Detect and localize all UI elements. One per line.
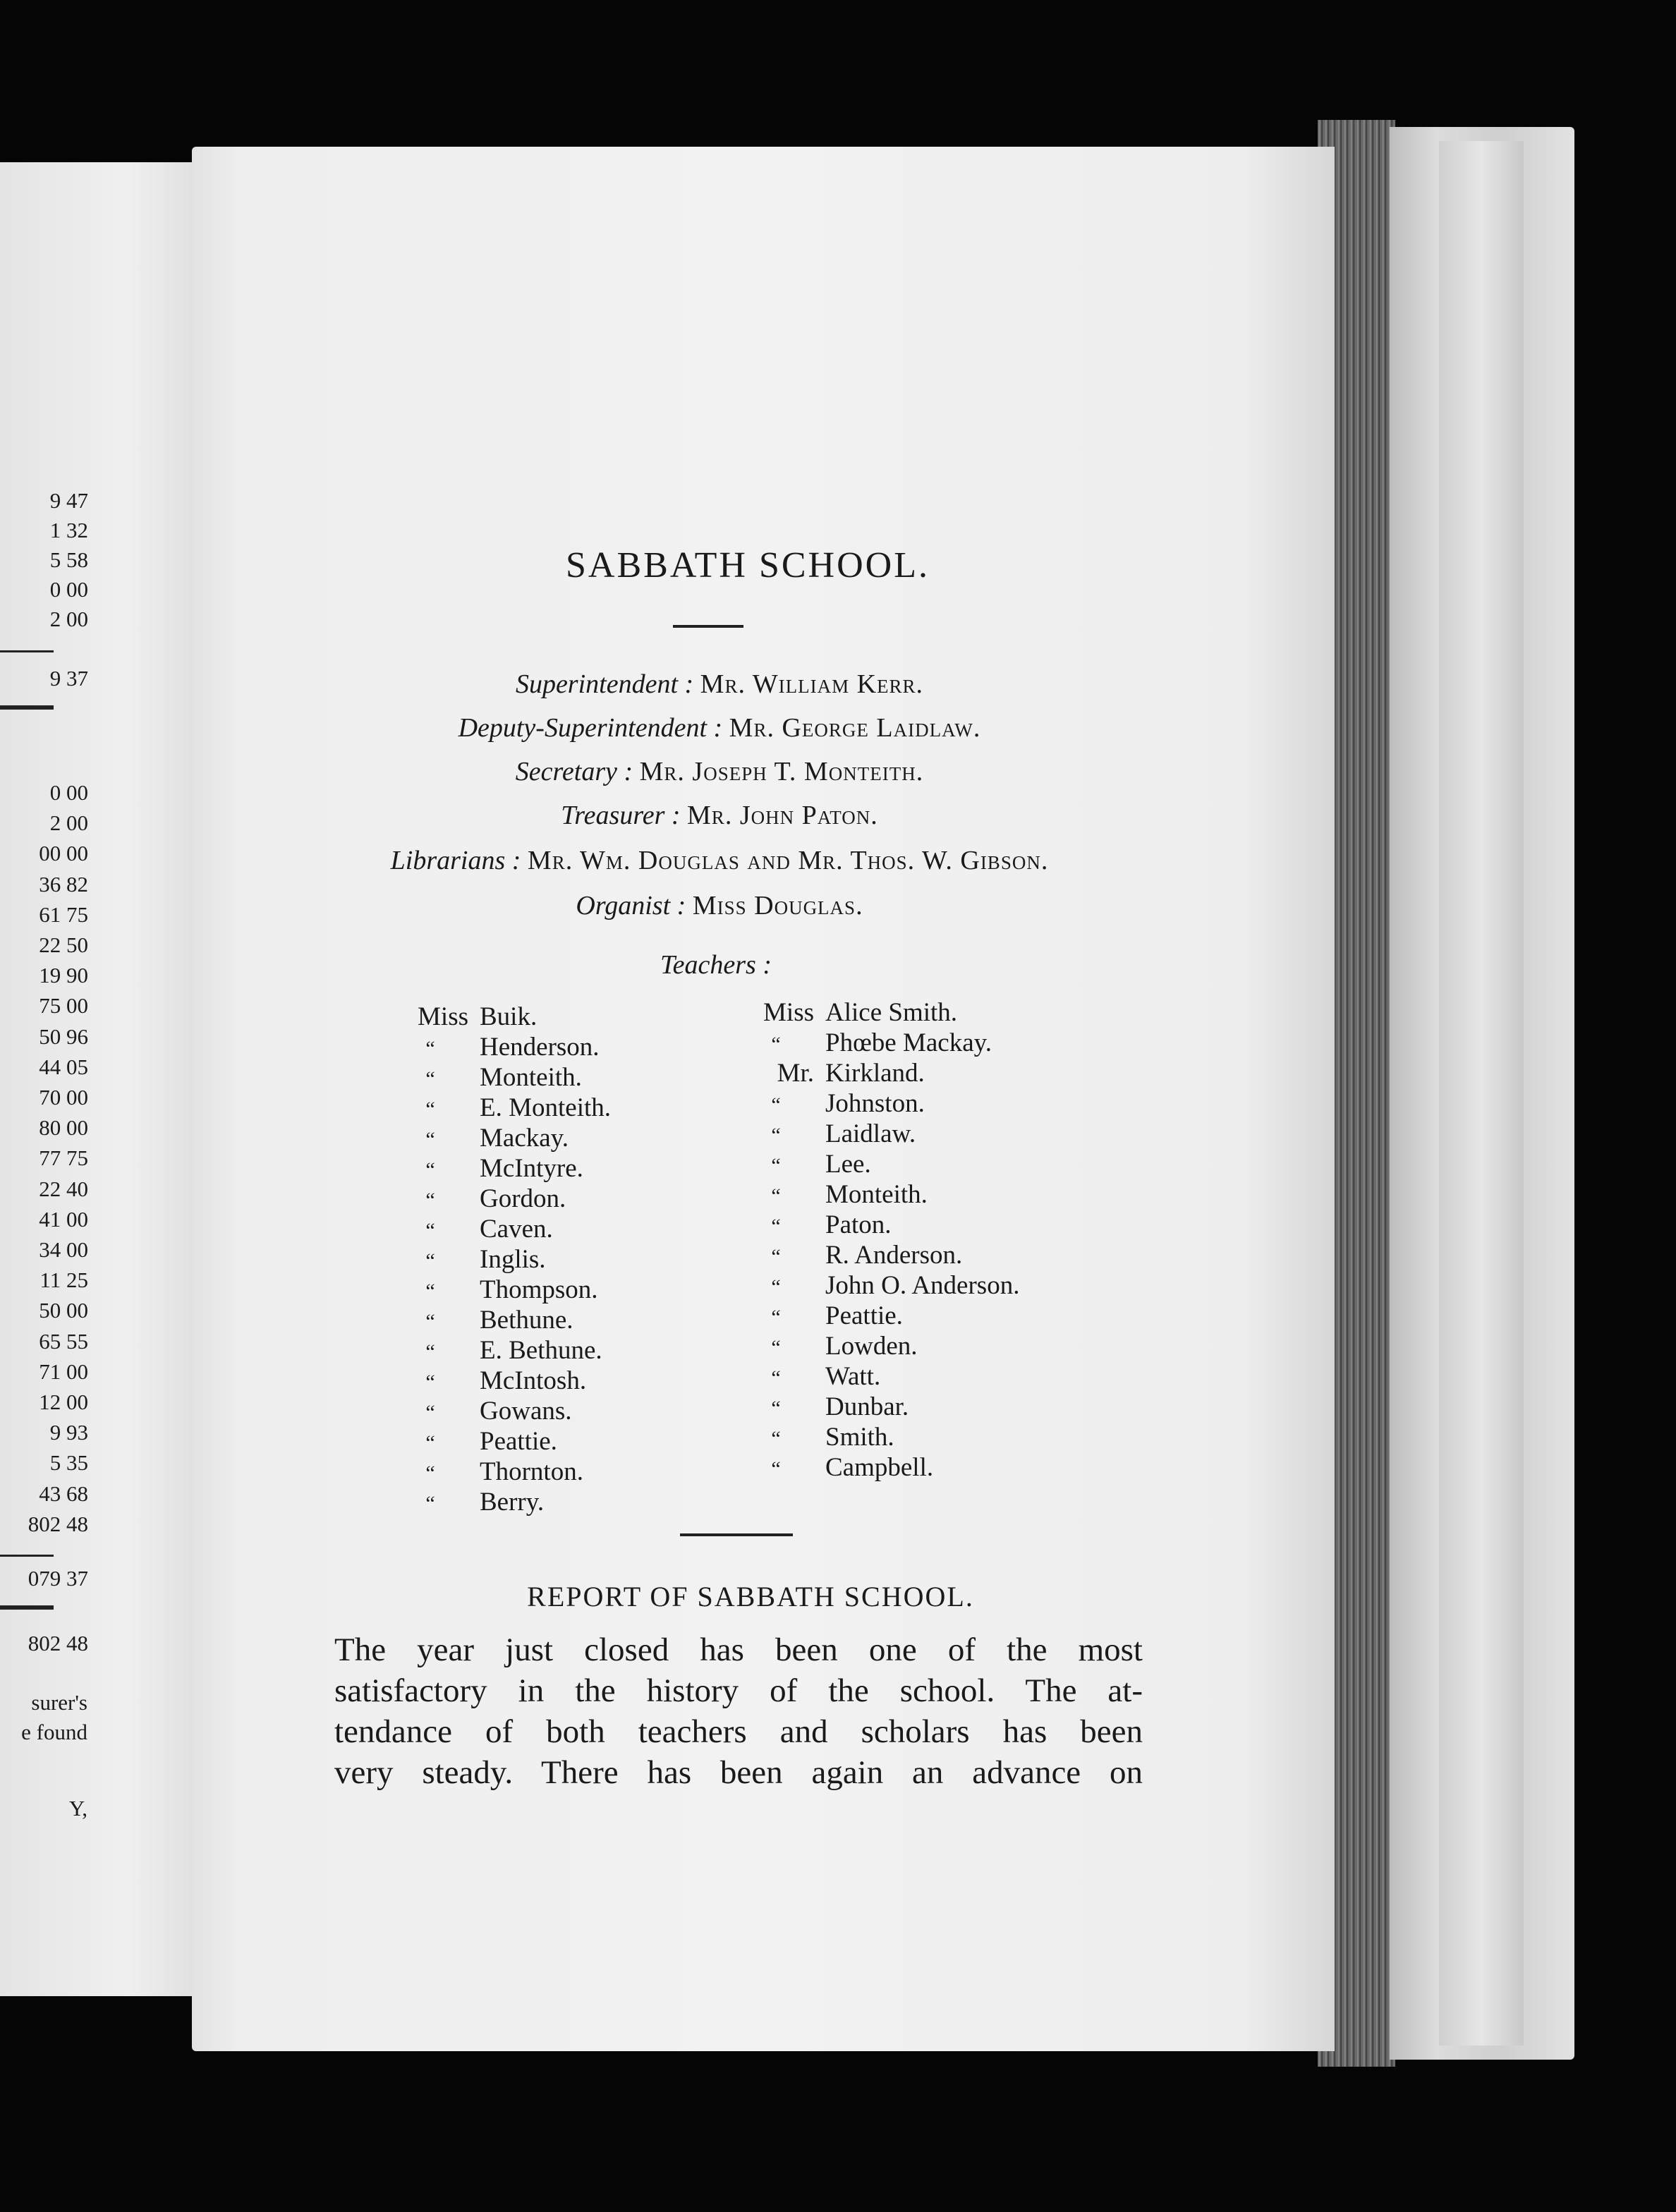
teachers-heading: Teachers : xyxy=(660,950,772,980)
teacher-name: McIntosh. xyxy=(480,1366,587,1395)
officer-name: Mr. Joseph T. Monteith. xyxy=(639,757,924,786)
ledger-amount: 22 50 xyxy=(39,932,88,957)
officer-row xyxy=(0,890,1439,921)
teacher-name: Peattie. xyxy=(825,1301,903,1330)
ledger-amount: 12 00 xyxy=(39,1390,88,1414)
teacher-name: Buik. xyxy=(480,1002,538,1031)
ditto-mark: “ xyxy=(425,1219,435,1242)
ditto-mark: “ xyxy=(425,1249,435,1272)
teacher-name: Henderson. xyxy=(480,1033,600,1062)
ledger-amount: 5 35 xyxy=(49,1450,88,1476)
officer-name: Miss Douglas. xyxy=(692,891,863,920)
teacher-name: Caven. xyxy=(480,1215,553,1244)
officer-role: Deputy-Superintendent : xyxy=(458,713,723,743)
teacher-name: Dunbar. xyxy=(825,1392,909,1421)
ditto-mark: “ xyxy=(425,1280,435,1303)
teacher-row xyxy=(392,1153,583,1184)
ledger-rule xyxy=(0,650,54,652)
ledger-amount: 36 82 xyxy=(39,871,88,897)
ditto-mark: “ xyxy=(425,1431,435,1454)
ledger-amount: 41 00 xyxy=(39,1206,88,1232)
ditto-mark: “ xyxy=(425,1098,435,1121)
teacher-row xyxy=(392,1426,557,1457)
teacher-row xyxy=(392,1093,611,1123)
teacher-row xyxy=(738,1392,909,1422)
ditto-mark: “ xyxy=(425,1371,435,1394)
teacher-row xyxy=(738,1361,880,1392)
teacher-name: Inglis. xyxy=(480,1245,546,1274)
ledger-carried: 802 48 xyxy=(28,1631,88,1655)
ledger-amount: 22 40 xyxy=(39,1176,88,1201)
ditto-mark: “ xyxy=(425,1492,435,1515)
ditto-mark: “ xyxy=(425,1310,435,1333)
ditto-mark: “ xyxy=(771,1215,781,1238)
teacher-row xyxy=(738,1088,925,1119)
teacher-name: Peattie. xyxy=(480,1427,557,1456)
teacher-row xyxy=(392,1032,600,1062)
ditto-mark: “ xyxy=(425,1189,435,1212)
teacher-name: Thornton. xyxy=(480,1457,583,1486)
teacher-name: Monteith. xyxy=(480,1063,582,1092)
ledger-amount: 43 68 xyxy=(39,1481,88,1506)
teacher-name: Paton. xyxy=(825,1210,892,1239)
ledger-amount: 61 75 xyxy=(39,901,88,927)
report-heading: REPORT OF SABBATH SCHOOL. xyxy=(527,1581,974,1612)
teacher-row xyxy=(392,1002,537,1032)
teacher-name: Alice Smith. xyxy=(825,998,958,1027)
ditto-mark: “ xyxy=(425,1158,435,1181)
teacher-row xyxy=(738,1452,933,1483)
report-line: tendance of both teachers and scholars has been xyxy=(334,1713,1143,1750)
ledger-amount: 1 32 xyxy=(49,518,88,542)
teacher-row xyxy=(392,1275,598,1305)
ditto-mark: “ xyxy=(771,1245,781,1268)
teacher-name: Monteith. xyxy=(825,1180,928,1209)
teacher-row xyxy=(738,1058,925,1088)
ledger-amount: 65 55 xyxy=(39,1328,88,1354)
teacher-row xyxy=(392,1335,602,1366)
ditto-mark: “ xyxy=(771,1124,781,1147)
ledger-amount: 2 00 xyxy=(49,810,88,836)
teacher-name: John O. Anderson. xyxy=(825,1271,1020,1300)
officer-name: Mr. John Paton. xyxy=(687,801,878,830)
officer-row xyxy=(0,712,1439,743)
ditto-mark: “ xyxy=(425,1340,435,1363)
left-page-text: surer's xyxy=(31,1690,87,1715)
left-page-text: e found xyxy=(21,1720,87,1744)
ditto-mark: “ xyxy=(425,1128,435,1151)
teacher-row xyxy=(738,1240,962,1270)
teacher-row xyxy=(738,997,957,1028)
ledger-double-rule xyxy=(0,1605,54,1610)
teacher-name: Phœbe Mackay. xyxy=(825,1028,992,1057)
ledger-amount: 802 48 xyxy=(28,1511,88,1536)
officer-role: Treasurer : xyxy=(561,801,681,830)
teacher-name: Johnston. xyxy=(825,1089,925,1118)
ledger-amount: 0 00 xyxy=(49,577,88,602)
officer-role: Secretary : xyxy=(515,757,633,786)
teacher-row xyxy=(392,1305,573,1335)
ledger-amount: 0 00 xyxy=(49,780,88,805)
ditto-mark: “ xyxy=(771,1366,781,1390)
teacher-name: McIntyre. xyxy=(480,1154,583,1183)
ditto-mark: “ xyxy=(771,1457,781,1481)
ditto-mark: “ xyxy=(771,1427,781,1450)
teacher-row xyxy=(738,1301,903,1331)
ditto-mark: “ xyxy=(771,1154,781,1177)
ditto-mark: “ xyxy=(425,1462,435,1485)
teacher-row xyxy=(738,1149,871,1179)
ledger-amount: 19 90 xyxy=(39,963,88,988)
teacher-title: Miss xyxy=(763,998,814,1027)
ledger-subtotal: 9 37 xyxy=(49,666,88,691)
ledger-amount: 9 93 xyxy=(49,1420,88,1445)
report-line: very steady. There has been again an advance on xyxy=(334,1754,1143,1791)
teacher-name: R. Anderson. xyxy=(825,1241,963,1270)
teacher-row xyxy=(738,1119,916,1149)
ledger-amount: 70 00 xyxy=(39,1085,88,1110)
teacher-row xyxy=(738,1210,892,1240)
teacher-row xyxy=(392,1184,566,1214)
officer-row xyxy=(0,756,1439,787)
officer-name: Mr. George Laidlaw. xyxy=(729,713,981,743)
ditto-mark: “ xyxy=(771,1093,781,1117)
ledger-amount: 2 00 xyxy=(49,607,88,631)
officer-row xyxy=(0,845,1439,876)
officer-role: Superintendent : xyxy=(515,669,694,699)
ledger-amount: 34 00 xyxy=(39,1237,88,1262)
teacher-name: Bethune. xyxy=(480,1306,573,1335)
teacher-name: Thompson. xyxy=(480,1275,598,1304)
ledger-double-rule xyxy=(0,705,54,710)
teacher-name: Watt. xyxy=(825,1362,881,1391)
teacher-row xyxy=(738,1331,918,1361)
ledger-amount: 80 00 xyxy=(39,1115,88,1141)
ditto-mark: “ xyxy=(771,1397,781,1420)
teacher-row xyxy=(392,1062,582,1093)
teacher-name: Berry. xyxy=(480,1488,545,1517)
section-rule xyxy=(680,1533,793,1536)
teacher-name: Lowden. xyxy=(825,1332,918,1361)
ledger-total: 079 37 xyxy=(28,1566,88,1591)
ledger-amount: 9 47 xyxy=(49,488,88,513)
officer-name: Mr. William Kerr. xyxy=(700,669,924,699)
teacher-name: E. Monteith. xyxy=(480,1093,612,1122)
ledger-rule xyxy=(0,1555,54,1557)
ledger-amount: 77 75 xyxy=(39,1146,88,1171)
teacher-name: E. Bethune. xyxy=(480,1336,602,1365)
left-page-text: Y, xyxy=(68,1796,87,1821)
teacher-title: Mr. xyxy=(777,1059,814,1088)
page-title: SABBATH SCHOOL. xyxy=(566,545,930,585)
ditto-mark: “ xyxy=(771,1336,781,1359)
ditto-mark: “ xyxy=(771,1033,781,1056)
officer-row xyxy=(0,800,1439,831)
ledger-amount: 50 96 xyxy=(39,1023,88,1049)
ledger-amount: 11 25 xyxy=(40,1268,88,1293)
ditto-mark: “ xyxy=(771,1306,781,1329)
teacher-name: Mackay. xyxy=(480,1124,569,1153)
teacher-name: Gowans. xyxy=(480,1397,572,1426)
ledger-amount: 00 00 xyxy=(39,841,88,866)
officer-name: Mr. Wm. Douglas and Mr. Thos. W. Gibson. xyxy=(527,846,1049,875)
officer-role: Librarians : xyxy=(390,846,521,875)
teacher-row xyxy=(392,1366,586,1396)
ledger-amount: 44 05 xyxy=(39,1054,88,1079)
officer-role: Organist : xyxy=(576,891,686,920)
teacher-name: Lee. xyxy=(825,1150,871,1179)
ledger-amount: 50 00 xyxy=(39,1298,88,1323)
teacher-title: Miss xyxy=(418,1002,468,1031)
teacher-row xyxy=(738,1028,992,1058)
teacher-name: Campbell. xyxy=(825,1453,934,1482)
ledger-amount: 75 00 xyxy=(39,993,88,1019)
ledger-amount: 5 58 xyxy=(49,547,88,572)
ditto-mark: “ xyxy=(425,1067,435,1090)
ditto-mark: “ xyxy=(771,1184,781,1208)
report-line: satisfactory in the history of the school. The at- xyxy=(334,1672,1143,1709)
teacher-row xyxy=(738,1270,1019,1301)
officer-row xyxy=(0,669,1439,700)
teacher-name: Gordon. xyxy=(480,1184,566,1213)
teacher-row xyxy=(392,1487,544,1517)
ditto-mark: “ xyxy=(425,1037,435,1060)
ditto-mark: “ xyxy=(425,1401,435,1424)
teacher-row xyxy=(392,1244,546,1275)
teacher-row xyxy=(738,1179,928,1210)
teacher-row xyxy=(392,1123,569,1153)
teacher-row xyxy=(392,1396,572,1426)
back-pages-inner xyxy=(1439,141,1524,2046)
teacher-row xyxy=(392,1214,553,1244)
teacher-name: Kirkland. xyxy=(825,1059,925,1088)
teacher-row xyxy=(738,1422,894,1452)
teacher-name: Smith. xyxy=(825,1423,894,1452)
report-line: The year just closed has been one of the most xyxy=(334,1631,1143,1668)
teacher-row xyxy=(392,1457,583,1487)
ledger-amount: 71 00 xyxy=(39,1359,88,1384)
title-rule xyxy=(673,625,743,628)
teacher-name: Laidlaw. xyxy=(825,1119,916,1148)
ditto-mark: “ xyxy=(771,1275,781,1299)
